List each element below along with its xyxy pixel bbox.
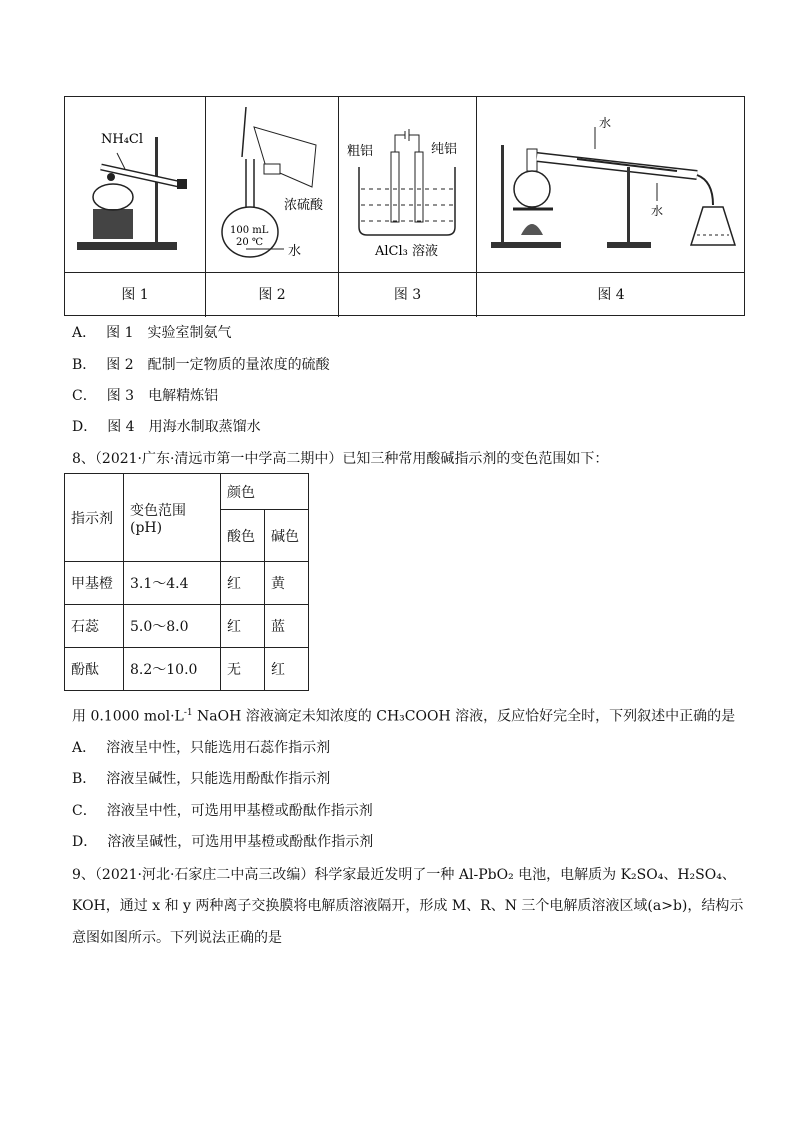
table-row: 甲基橙 3.1～4.4 红 黄	[65, 562, 309, 605]
figure-1-cell	[65, 97, 206, 272]
fig3-right-label: 纯铝	[431, 142, 458, 157]
fig4-water-in-label: 水	[651, 204, 664, 218]
figure-caption-row	[65, 272, 744, 317]
q8-option-c[interactable]: C． 溶液呈中性，可选用甲基橙或酚酞作指示剂	[72, 803, 373, 819]
q8-option-d[interactable]: D． 溶液呈碱性，可选用甲基橙或酚酞作指示剂	[72, 834, 374, 850]
q7-option-d[interactable]: D． 图 4 用海水制取蒸馏水	[72, 419, 261, 435]
ammonia-apparatus-diagram	[65, 97, 205, 272]
q8-question: 用 0.1000 $mol\cdot L^{-1}$ NaOH 溶液滴定未知浓度的 CH₃COOH 溶液，反应恰好完全时，下列叙述中正确的是	[72, 708, 736, 725]
header-acid-color: 酸色	[221, 510, 265, 562]
fig2-flask-volume: 100 mL	[230, 225, 269, 236]
fig3-left-label: 粗铝	[347, 144, 374, 159]
table-row: 石蕊 5.0～8.0 红 蓝	[65, 605, 309, 648]
header-range: 变色范围(pH)	[124, 474, 221, 562]
fig3-solution-label: AlCl₃ 溶液	[375, 244, 438, 259]
header-color: 颜色	[221, 474, 309, 510]
table-row: 酚酞 8.2～10.0 无 红	[65, 648, 309, 691]
indicator-table	[64, 473, 309, 691]
q8-stem: 8、（2021·广东·清远市第一中学高二期中）已知三种常用酸碱指示剂的变色范围如下：	[72, 451, 609, 467]
q9-stem-line1: 9、（2021·河北·石家庄二中高三改编）科学家最近发明了一种 Al-PbO₂ 电池，电解质为 K₂SO₄、H₂SO₄、	[72, 867, 736, 883]
q9-stem-line2: KOH，通过 x 和 y 两种离子交换膜将电解质溶液隔开，形成 M、R、N 三个电解质溶液区域(a>b)，结构示	[72, 898, 744, 914]
q7-option-a[interactable]: A． 图 1 实验室制氨气	[72, 325, 232, 341]
electrolysis-diagram	[339, 97, 476, 272]
q7-option-b[interactable]: B． 图 2 配制一定物质的量浓度的硫酸	[72, 357, 330, 373]
figure-table	[64, 96, 745, 316]
fig2-water-label: 水	[288, 244, 302, 259]
header-indicator: 指示剂	[65, 474, 124, 562]
caption-fig2: 图 2	[206, 273, 339, 317]
figure-2-cell	[206, 97, 339, 272]
caption-fig1: 图 1	[65, 273, 206, 317]
q8-option-b[interactable]: B． 溶液呈碱性，只能选用酚酞作指示剂	[72, 771, 331, 787]
q8-option-a[interactable]: A． 溶液呈中性，只能选用石蕊作指示剂	[72, 740, 331, 756]
fig1-label: NH₄Cl	[101, 132, 144, 147]
fig4-water-out-label: 水	[599, 116, 612, 130]
figure-4-cell	[477, 97, 745, 272]
caption-fig3: 图 3	[339, 273, 477, 317]
fig2-flask-temp: 20 ℃	[236, 237, 264, 248]
distillation-diagram	[477, 97, 744, 272]
header-base-color: 碱色	[265, 510, 309, 562]
figure-3-cell	[339, 97, 477, 272]
volumetric-flask-diagram	[206, 97, 338, 272]
q9-stem-line3: 意图如图所示。下列说法正确的是	[72, 930, 282, 946]
caption-fig4: 图 4	[597, 287, 625, 303]
fig2-acid-label: 浓硫酸	[284, 198, 324, 213]
q7-option-c[interactable]: C． 图 3 电解精炼铝	[72, 388, 219, 404]
